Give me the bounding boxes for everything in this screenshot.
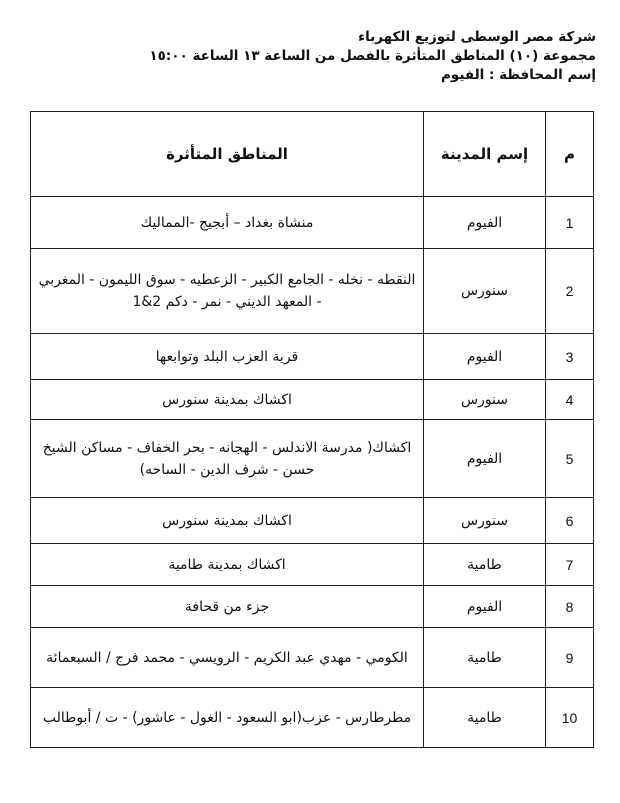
row-num: 2 [546, 249, 594, 334]
company-name: شركة مصر الوسطى لتوزيع الكهرباء [358, 29, 596, 45]
row-areas: مطرطارس - عزب(ابو السعود - الغول - عاشور) - ت / أبوطالب [31, 688, 424, 748]
row-areas: جزء من قحافة [31, 586, 424, 628]
row-city: طامية [424, 628, 546, 688]
row-num: 3 [546, 334, 594, 380]
row-city: طامية [424, 544, 546, 586]
table-row [31, 544, 594, 586]
row-num: 8 [546, 586, 594, 628]
row-areas: اكشاك بمدينة سنورس [31, 380, 424, 420]
row-areas: الكومي - مهدي عبد الكريم - الرويسي - محمد فرج / السبعمائة [31, 628, 424, 688]
row-city: سنورس [424, 249, 546, 334]
row-areas: اكشاك( مدرسة الاندلس - الهجانه - بحر الخفاف - مساكن الشيخ حسن - شرف الدين - الساحه) [31, 420, 424, 498]
group-title: مجموعة (١٠) المناطق المتأثرة بالفصل من الساعة ١٣ الساعة ١٥:٠٠ [149, 48, 596, 64]
row-num: 10 [546, 688, 594, 748]
row-num: 4 [546, 380, 594, 420]
table-row [31, 249, 594, 334]
column-header-areas: المناطق المتأثرة [31, 112, 424, 197]
row-areas: النقطه - نخله - الجامع الكبير - الزعطيه - سوق الليمون - المغربي - المعهد الديني - نمر - دكم 2&1 [31, 249, 424, 334]
affected-areas-table [30, 111, 594, 748]
table-row [31, 586, 594, 628]
row-city: طامية [424, 688, 546, 748]
table-row [31, 420, 594, 498]
table-row [31, 688, 594, 748]
table-header-row [31, 112, 594, 197]
table-row [31, 334, 594, 380]
row-city: الفيوم [424, 586, 546, 628]
governorate-label: إسم المحافظة : الفيوم [441, 67, 596, 83]
table-row [31, 498, 594, 544]
row-areas: اكشاك بمدينة طامية [31, 544, 424, 586]
row-areas: اكشاك بمدينة سنورس [31, 498, 424, 544]
row-num: 6 [546, 498, 594, 544]
row-num: 7 [546, 544, 594, 586]
table-row [31, 628, 594, 688]
column-header-num: م [546, 112, 594, 197]
row-num: 1 [546, 197, 594, 249]
row-areas: منشاة بغداد – أبجيج -المماليك [31, 197, 424, 249]
row-areas: قرية العزب البلد وتوابعها [31, 334, 424, 380]
row-num: 5 [546, 420, 594, 498]
row-city: سنورس [424, 498, 546, 544]
row-city: الفيوم [424, 197, 546, 249]
row-city: سنورس [424, 380, 546, 420]
table-row [31, 197, 594, 249]
row-num: 9 [546, 628, 594, 688]
table-row [31, 380, 594, 420]
row-city: الفيوم [424, 334, 546, 380]
row-city: الفيوم [424, 420, 546, 498]
document-header [16, 28, 596, 85]
column-header-city: إسم المدينة [424, 112, 546, 197]
